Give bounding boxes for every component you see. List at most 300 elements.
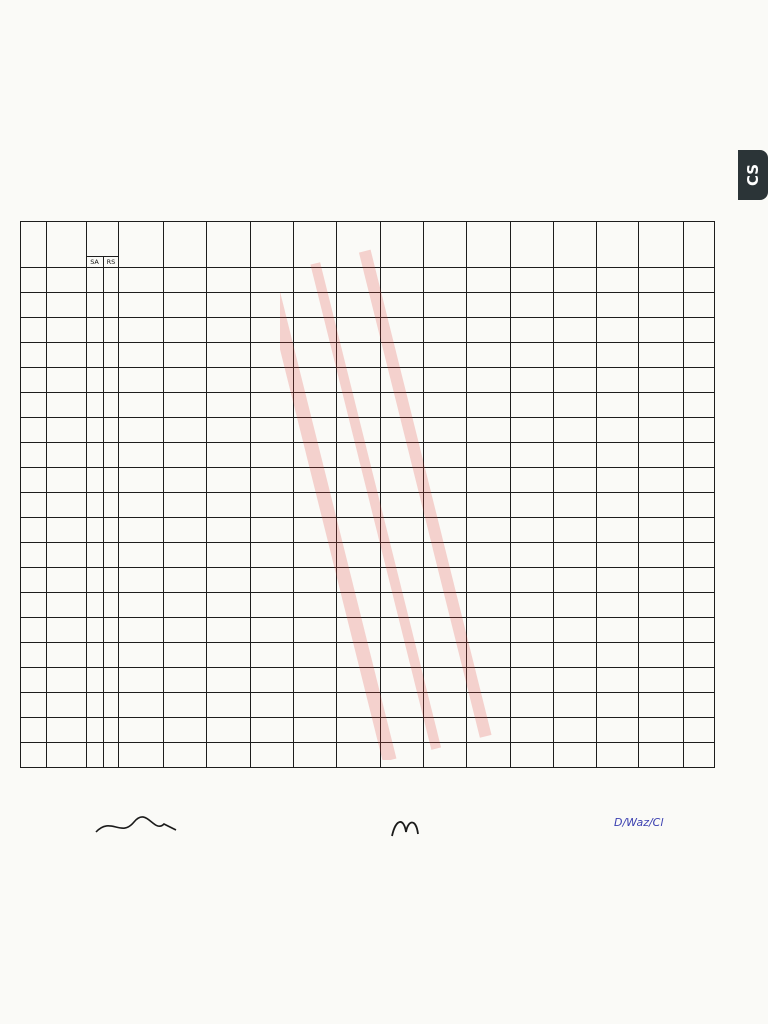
cell-doba bbox=[554, 318, 597, 343]
table-row bbox=[21, 518, 715, 543]
cell-pukur bbox=[510, 593, 553, 618]
header-potit bbox=[597, 222, 638, 268]
cell-doba bbox=[554, 668, 597, 693]
cell-sa bbox=[86, 318, 103, 343]
cell-montobbo bbox=[684, 418, 715, 443]
cell-banijyik bbox=[638, 493, 683, 518]
cell-montobbo bbox=[684, 318, 715, 343]
cell-doba bbox=[554, 493, 597, 518]
cell-sl bbox=[21, 693, 47, 718]
cell-chala bbox=[423, 518, 466, 543]
cell-amon bbox=[163, 593, 206, 618]
cell-pukur bbox=[510, 393, 553, 418]
cell-sl bbox=[21, 718, 47, 743]
cell-vity bbox=[337, 393, 380, 418]
cell-vity bbox=[337, 343, 380, 368]
cell-banijyik bbox=[638, 268, 683, 293]
cell-amon bbox=[163, 643, 206, 668]
cell-mouza bbox=[47, 593, 86, 618]
cell-sa bbox=[86, 368, 103, 393]
cell-pukur bbox=[510, 443, 553, 468]
cell-vity bbox=[337, 368, 380, 393]
cell-pukur bbox=[510, 343, 553, 368]
cell-bagan bbox=[380, 468, 423, 493]
cell-sail bbox=[293, 543, 336, 568]
cell-rs bbox=[103, 568, 119, 593]
cell-vity bbox=[337, 693, 380, 718]
cell-boro bbox=[250, 593, 293, 618]
cell-boro bbox=[250, 518, 293, 543]
cell-chala bbox=[423, 743, 466, 768]
cell-pukur bbox=[510, 268, 553, 293]
cell-chala bbox=[423, 668, 466, 693]
cell-bagan bbox=[380, 743, 423, 768]
cell-bagan bbox=[380, 518, 423, 543]
cell-vity bbox=[337, 518, 380, 543]
cell-montobbo bbox=[684, 293, 715, 318]
cell-khama bbox=[207, 568, 250, 593]
cell-pukur bbox=[510, 743, 553, 768]
table-row bbox=[21, 643, 715, 668]
cell-banijyik bbox=[638, 568, 683, 593]
cell-chala bbox=[423, 543, 466, 568]
table-row bbox=[21, 443, 715, 468]
cell-potit bbox=[597, 543, 638, 568]
cell-sail bbox=[293, 468, 336, 493]
cell-nal bbox=[119, 618, 163, 643]
cell-bagan bbox=[380, 318, 423, 343]
cell-doba bbox=[554, 568, 597, 593]
cell-boro bbox=[250, 718, 293, 743]
cell-montobbo bbox=[684, 518, 715, 543]
cell-potit bbox=[597, 668, 638, 693]
header-dag bbox=[86, 222, 119, 257]
cell-khama bbox=[207, 518, 250, 543]
cell-khama bbox=[207, 618, 250, 643]
cell-potit bbox=[597, 693, 638, 718]
table-row bbox=[21, 293, 715, 318]
cell-amon bbox=[163, 443, 206, 468]
header-sa: SA bbox=[86, 257, 103, 268]
cell-rs bbox=[103, 418, 119, 443]
cell-amon bbox=[163, 393, 206, 418]
cell-vity bbox=[337, 443, 380, 468]
cell-amon bbox=[163, 568, 206, 593]
signature-block-3 bbox=[540, 812, 740, 848]
cell-sail bbox=[293, 618, 336, 643]
cell-vity bbox=[337, 643, 380, 668]
cell-sa bbox=[86, 443, 103, 468]
cell-pukur bbox=[510, 643, 553, 668]
cell-doba bbox=[554, 643, 597, 668]
header-banijyik bbox=[638, 222, 683, 268]
cell-sail bbox=[293, 518, 336, 543]
cell-potit bbox=[597, 293, 638, 318]
cell-vity bbox=[337, 418, 380, 443]
cell-chala bbox=[423, 293, 466, 318]
cell-banijyik bbox=[638, 593, 683, 618]
cell-bagan bbox=[380, 568, 423, 593]
cell-sa bbox=[86, 618, 103, 643]
cell-pukur bbox=[510, 518, 553, 543]
cell-bari bbox=[467, 418, 510, 443]
cell-khama bbox=[207, 668, 250, 693]
cell-rs bbox=[103, 668, 119, 693]
cell-pukur bbox=[510, 318, 553, 343]
cell-mouza bbox=[47, 693, 86, 718]
cell-pukur bbox=[510, 718, 553, 743]
cell-bari bbox=[467, 393, 510, 418]
cell-montobbo bbox=[684, 343, 715, 368]
cell-banijyik bbox=[638, 418, 683, 443]
cell-sa bbox=[86, 393, 103, 418]
cell-nal bbox=[119, 668, 163, 693]
cell-mouza bbox=[47, 743, 86, 768]
table-row bbox=[21, 593, 715, 618]
cell-potit bbox=[597, 368, 638, 393]
cell-khama bbox=[207, 343, 250, 368]
cell-sail bbox=[293, 493, 336, 518]
cell-boro bbox=[250, 393, 293, 418]
cell-nal bbox=[119, 393, 163, 418]
cell-sa bbox=[86, 568, 103, 593]
cell-rs bbox=[103, 518, 119, 543]
cell-doba bbox=[554, 543, 597, 568]
cell-boro bbox=[250, 643, 293, 668]
cell-amon bbox=[163, 668, 206, 693]
cell-amon bbox=[163, 618, 206, 643]
cell-bari bbox=[467, 693, 510, 718]
table-row bbox=[21, 468, 715, 493]
cell-khama bbox=[207, 443, 250, 468]
cell-bagan bbox=[380, 693, 423, 718]
cell-boro bbox=[250, 468, 293, 493]
table-row bbox=[21, 393, 715, 418]
cell-doba bbox=[554, 393, 597, 418]
cell-doba bbox=[554, 268, 597, 293]
cell-chala bbox=[423, 318, 466, 343]
cell-potit bbox=[597, 418, 638, 443]
cell-nal bbox=[119, 593, 163, 618]
cell-amon bbox=[163, 543, 206, 568]
cell-rs bbox=[103, 493, 119, 518]
cell-amon bbox=[163, 343, 206, 368]
signature-2-scrawl bbox=[300, 812, 500, 840]
cell-nal bbox=[119, 518, 163, 543]
cell-banijyik bbox=[638, 368, 683, 393]
cell-potit bbox=[597, 393, 638, 418]
cell-doba bbox=[554, 743, 597, 768]
cell-rs bbox=[103, 318, 119, 343]
cell-chala bbox=[423, 693, 466, 718]
cell-banijyik bbox=[638, 718, 683, 743]
cell-rs bbox=[103, 718, 119, 743]
cell-bari bbox=[467, 318, 510, 343]
cell-chala bbox=[423, 643, 466, 668]
cell-nal bbox=[119, 693, 163, 718]
cell-boro bbox=[250, 618, 293, 643]
cell-banijyik bbox=[638, 393, 683, 418]
signature-block-1 bbox=[36, 812, 236, 848]
cell-bari bbox=[467, 718, 510, 743]
cell-boro bbox=[250, 668, 293, 693]
cell-sl bbox=[21, 418, 47, 443]
cell-sail bbox=[293, 418, 336, 443]
cell-banijyik bbox=[638, 618, 683, 643]
cell-rs bbox=[103, 643, 119, 668]
cell-bagan bbox=[380, 268, 423, 293]
cell-sa bbox=[86, 518, 103, 543]
cell-potit bbox=[597, 743, 638, 768]
cell-sl bbox=[21, 393, 47, 418]
cell-banijyik bbox=[638, 518, 683, 543]
table-row bbox=[21, 693, 715, 718]
cell-rs bbox=[103, 743, 119, 768]
cell-chala bbox=[423, 593, 466, 618]
cell-bagan bbox=[380, 293, 423, 318]
cell-amon bbox=[163, 468, 206, 493]
cell-doba bbox=[554, 468, 597, 493]
cell-sl bbox=[21, 293, 47, 318]
cell-montobbo bbox=[684, 393, 715, 418]
cell-bari bbox=[467, 593, 510, 618]
cell-sl bbox=[21, 568, 47, 593]
cell-mouza bbox=[47, 318, 86, 343]
cell-mouza bbox=[47, 293, 86, 318]
table-row bbox=[21, 718, 715, 743]
cell-bagan bbox=[380, 593, 423, 618]
cell-montobbo bbox=[684, 618, 715, 643]
cell-nal bbox=[119, 643, 163, 668]
cell-pukur bbox=[510, 368, 553, 393]
cell-chala bbox=[423, 468, 466, 493]
cell-sail bbox=[293, 593, 336, 618]
cell-bari bbox=[467, 468, 510, 493]
cell-sa bbox=[86, 493, 103, 518]
cell-banijyik bbox=[638, 293, 683, 318]
cell-boro bbox=[250, 743, 293, 768]
cell-khama bbox=[207, 543, 250, 568]
cell-vity bbox=[337, 618, 380, 643]
cell-khama bbox=[207, 468, 250, 493]
cell-sl bbox=[21, 368, 47, 393]
cell-bagan bbox=[380, 343, 423, 368]
cell-sl bbox=[21, 443, 47, 468]
cell-bari bbox=[467, 493, 510, 518]
cell-vity bbox=[337, 543, 380, 568]
header-montobbo bbox=[684, 222, 715, 268]
cell-pukur bbox=[510, 618, 553, 643]
cell-amon bbox=[163, 493, 206, 518]
cell-khama bbox=[207, 643, 250, 668]
cell-khama bbox=[207, 368, 250, 393]
cell-khama bbox=[207, 268, 250, 293]
cell-sl bbox=[21, 518, 47, 543]
cell-doba bbox=[554, 343, 597, 368]
cell-vity bbox=[337, 593, 380, 618]
rates-table-body bbox=[21, 268, 715, 768]
cell-chala bbox=[423, 718, 466, 743]
header-boro bbox=[250, 222, 293, 268]
cell-pukur bbox=[510, 493, 553, 518]
cell-mouza bbox=[47, 518, 86, 543]
cell-mouza bbox=[47, 668, 86, 693]
cell-potit bbox=[597, 593, 638, 618]
cell-nal bbox=[119, 493, 163, 518]
footnote bbox=[22, 771, 712, 801]
cell-rs bbox=[103, 293, 119, 318]
camscanner-badge-label: CS bbox=[744, 163, 762, 187]
cell-potit bbox=[597, 643, 638, 668]
header-sail bbox=[293, 222, 336, 268]
signature-3-scrawl bbox=[540, 812, 740, 840]
cell-montobbo bbox=[684, 268, 715, 293]
cell-montobbo bbox=[684, 668, 715, 693]
cell-montobbo bbox=[684, 693, 715, 718]
cell-rs bbox=[103, 593, 119, 618]
cell-khama bbox=[207, 318, 250, 343]
cell-doba bbox=[554, 368, 597, 393]
cell-bari bbox=[467, 543, 510, 568]
cell-mouza bbox=[47, 443, 86, 468]
cell-amon bbox=[163, 318, 206, 343]
cell-nal bbox=[119, 293, 163, 318]
cell-sl bbox=[21, 343, 47, 368]
cell-amon bbox=[163, 268, 206, 293]
cell-mouza bbox=[47, 468, 86, 493]
cell-sl bbox=[21, 493, 47, 518]
cell-potit bbox=[597, 343, 638, 368]
cell-vity bbox=[337, 568, 380, 593]
cell-nal bbox=[119, 343, 163, 368]
cell-banijyik bbox=[638, 743, 683, 768]
cell-khama bbox=[207, 693, 250, 718]
cell-boro bbox=[250, 493, 293, 518]
cell-nal bbox=[119, 543, 163, 568]
cell-mouza bbox=[47, 618, 86, 643]
cell-montobbo bbox=[684, 468, 715, 493]
header-pukur bbox=[510, 222, 553, 268]
signature-3-mark: D/Waz/Cl bbox=[614, 816, 664, 829]
cell-sa bbox=[86, 693, 103, 718]
cell-khama bbox=[207, 293, 250, 318]
cell-bari bbox=[467, 293, 510, 318]
cell-bagan bbox=[380, 493, 423, 518]
cell-nal bbox=[119, 268, 163, 293]
cell-pukur bbox=[510, 668, 553, 693]
cell-mouza bbox=[47, 343, 86, 368]
cell-sail bbox=[293, 343, 336, 368]
cell-boro bbox=[250, 568, 293, 593]
signature-block-2 bbox=[300, 812, 500, 848]
cell-khama bbox=[207, 393, 250, 418]
cell-potit bbox=[597, 318, 638, 343]
cell-banijyik bbox=[638, 643, 683, 668]
cell-nal bbox=[119, 743, 163, 768]
table-row bbox=[21, 268, 715, 293]
cell-montobbo bbox=[684, 718, 715, 743]
cell-sa bbox=[86, 743, 103, 768]
cell-boro bbox=[250, 693, 293, 718]
cell-bagan bbox=[380, 643, 423, 668]
cell-doba bbox=[554, 718, 597, 743]
cell-bari bbox=[467, 268, 510, 293]
cell-montobbo bbox=[684, 368, 715, 393]
cell-boro bbox=[250, 543, 293, 568]
cell-sl bbox=[21, 318, 47, 343]
cell-boro bbox=[250, 443, 293, 468]
cell-bagan bbox=[380, 618, 423, 643]
cell-bari bbox=[467, 643, 510, 668]
header-serial bbox=[21, 222, 47, 268]
cell-pukur bbox=[510, 543, 553, 568]
cell-bagan bbox=[380, 393, 423, 418]
cell-sa bbox=[86, 268, 103, 293]
cell-sl bbox=[21, 593, 47, 618]
cell-sa bbox=[86, 718, 103, 743]
cell-doba bbox=[554, 518, 597, 543]
cell-mouza bbox=[47, 393, 86, 418]
cell-sail bbox=[293, 268, 336, 293]
cell-doba bbox=[554, 693, 597, 718]
cell-sail bbox=[293, 693, 336, 718]
cell-potit bbox=[597, 268, 638, 293]
cell-nal bbox=[119, 418, 163, 443]
cell-banijyik bbox=[638, 543, 683, 568]
table-row bbox=[21, 343, 715, 368]
cell-sl bbox=[21, 468, 47, 493]
rates-table bbox=[20, 221, 715, 768]
cell-banijyik bbox=[638, 343, 683, 368]
camscanner-badge[interactable] bbox=[738, 150, 768, 200]
cell-sl bbox=[21, 543, 47, 568]
header-bari bbox=[467, 222, 510, 268]
cell-potit bbox=[597, 443, 638, 468]
cell-potit bbox=[597, 718, 638, 743]
header-mouza bbox=[47, 222, 86, 268]
cell-bari bbox=[467, 343, 510, 368]
cell-bari bbox=[467, 368, 510, 393]
cell-amon bbox=[163, 718, 206, 743]
cell-vity bbox=[337, 743, 380, 768]
cell-boro bbox=[250, 368, 293, 393]
cell-chala bbox=[423, 568, 466, 593]
cell-montobbo bbox=[684, 593, 715, 618]
cell-rs bbox=[103, 343, 119, 368]
signature-1-scrawl bbox=[36, 812, 236, 840]
header-rs: RS bbox=[103, 257, 119, 268]
cell-pukur bbox=[510, 568, 553, 593]
cell-doba bbox=[554, 418, 597, 443]
cell-rs bbox=[103, 368, 119, 393]
cell-sail bbox=[293, 293, 336, 318]
cell-boro bbox=[250, 268, 293, 293]
cell-bagan bbox=[380, 418, 423, 443]
cell-montobbo bbox=[684, 643, 715, 668]
cell-banijyik bbox=[638, 318, 683, 343]
cell-mouza bbox=[47, 368, 86, 393]
cell-nal bbox=[119, 318, 163, 343]
cell-sa bbox=[86, 593, 103, 618]
cell-chala bbox=[423, 493, 466, 518]
cell-sa bbox=[86, 643, 103, 668]
cell-sail bbox=[293, 568, 336, 593]
cell-khama bbox=[207, 418, 250, 443]
cell-mouza bbox=[47, 568, 86, 593]
cell-vity bbox=[337, 493, 380, 518]
document-subtitle bbox=[22, 150, 382, 164]
cell-mouza bbox=[47, 543, 86, 568]
